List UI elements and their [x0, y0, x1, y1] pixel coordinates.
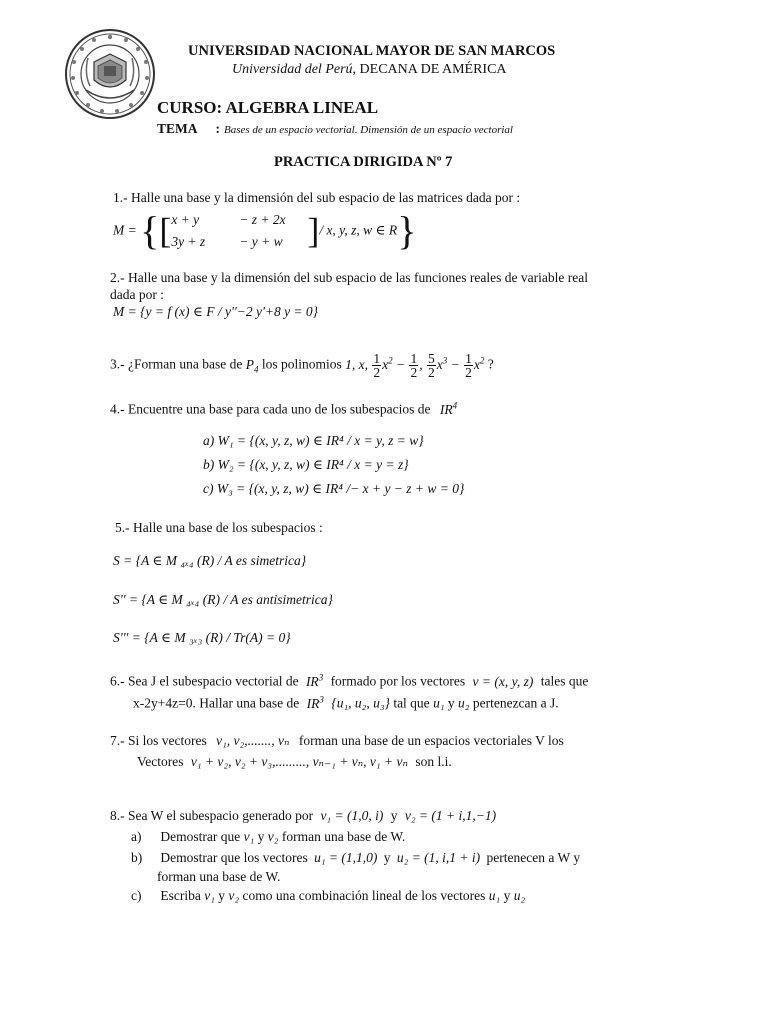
problem-1-text: 1.- Halle una base y la dimensión del sub espacio de las matrices dada por :: [113, 190, 521, 205]
problem-5-s3: S''' = {A ∈ M ₃ₓ₃ (R) / Tr(A) = 0}: [113, 630, 291, 645]
p8-a-v1: v₁: [243, 829, 255, 844]
p1-m22: − y + w: [239, 233, 283, 249]
p3-space-sub: 4: [253, 364, 259, 375]
problem-5-s2: S'' = {A ∈ M ₄ₓ₄ (R) / A es antisimetrica}: [113, 592, 333, 607]
p6-l1c: tales que: [540, 673, 589, 689]
p3-frac-1: $\frac{1}{2}$: [373, 350, 381, 380]
subtitle-rest: , DECANA DE AMÉRICA: [352, 62, 507, 77]
p8-a-rest: forman una base de W.: [281, 829, 406, 844]
problem-4-a: a) W₁ = {(x, y, z, w) ∈ IR⁴ / x = y, z = w}: [203, 433, 424, 448]
p6-l2a: x-2y+4z=0. Hallar una base de: [133, 695, 300, 711]
subtitle-italic: Universidad del Perú: [232, 62, 353, 77]
p8-b-y: y: [383, 850, 391, 865]
p8-c-label: c): [131, 888, 142, 903]
p3-frac-3: $\frac{5}{2}$: [427, 350, 435, 380]
practice-title: PRACTICA DIRIGIDA Nº 7: [274, 154, 453, 170]
p1-m11: x + y: [171, 211, 200, 227]
problem-1-formula: [113, 207, 416, 254]
p8-c-u1: u₁: [488, 888, 501, 903]
problem-8-c: [131, 888, 525, 904]
p8-v1: v₁ = (1,0, i): [320, 808, 384, 823]
p8-b-text: Demostrar que los vectores: [160, 850, 308, 865]
p8-a-label: a): [131, 829, 142, 844]
p8-c-text: Escriba: [160, 888, 201, 903]
p1-right-brace: }: [397, 208, 417, 253]
p4-text: 4.- Encuentre una base para cada uno de los subespacios de: [110, 401, 431, 417]
p4-space-letter: IR: [439, 401, 453, 417]
problem-8-b: [131, 850, 580, 866]
tema-value: Bases de un espacio vectorial. Dimensión de un espacio vectorial: [224, 124, 513, 136]
p1-m21: 3y + z: [171, 233, 206, 249]
p3-x2b: x: [473, 356, 480, 372]
p3-poly-a: 1, x,: [345, 356, 368, 372]
p6-l1b: formado por los vectores: [330, 673, 466, 689]
p8-v2: v₂ = (1 + i,1,−1): [404, 808, 497, 823]
course-title: CURSO: ALGEBRA LINEAL: [157, 98, 379, 117]
p8-c-y2: y: [503, 888, 511, 903]
p3-space-letter: P: [245, 356, 254, 372]
university-seal-logo: [64, 28, 156, 120]
p6-l2set: {u₁, u₂, u₃}: [331, 695, 390, 711]
problem-4-line: [110, 400, 457, 418]
problem-5-text: 5.- Halle una base de los subespacios :: [115, 520, 323, 535]
p8-c-rest: como una combinación lineal de los vectores: [242, 888, 486, 903]
problem-2-text-line1: 2.- Halle una base y la dimensión del sub espacio de las funciones reales de variable real: [110, 270, 588, 285]
p3-space: [245, 356, 259, 375]
problem-6-line2: [133, 694, 559, 712]
problem-8-b-line2: forman una base de W.: [157, 869, 281, 884]
problem-2-text-line2: dada por :: [110, 287, 164, 302]
p7-l2b: son l.i.: [415, 754, 452, 769]
university-name: UNIVERSIDAD NACIONAL MAYOR DE SAN MARCOS: [188, 43, 556, 59]
p8-a-text: Demostrar que: [160, 829, 241, 844]
p6-ir3-b: $IR^3$: [306, 694, 324, 711]
p3-text: 3.- ¿Forman una base de: [110, 356, 243, 372]
p7-l1b: forman una base de un espacios vectoriales V los: [298, 733, 564, 748]
tema-line: [157, 120, 513, 138]
p8-c-v1: v₁: [204, 888, 215, 903]
p3-x2: x: [382, 356, 389, 372]
tema-separator: :: [215, 121, 220, 136]
p1-condition: / x, y, z, w ∈ R: [319, 222, 398, 238]
problem-7-line1: [110, 733, 564, 749]
p7-l1a: 7.- Si los vectores: [110, 733, 207, 748]
problem-4-b: b) W₂ = {(x, y, z, w) ∈ IR⁴ / x = y = z}: [203, 457, 409, 472]
p3-frac-4: $\frac{1}{2}$: [465, 350, 472, 380]
p6-l2b: tal que: [393, 695, 430, 711]
problem-6-line1: [110, 672, 588, 690]
p7-l1v: v₁, v₂,......., vₙ: [216, 733, 290, 748]
p8-b-rest: pertenecen a W y: [486, 850, 581, 865]
p8-c-v2: v₂: [228, 888, 240, 903]
p6-l1v: v = (x, y, z): [472, 673, 534, 689]
p1-right-bracket: ]: [307, 210, 320, 251]
p3-text-b: los polinomios: [261, 356, 342, 372]
p6-u2: u₂: [458, 695, 470, 711]
p6-y: y: [447, 695, 455, 711]
problem-8-a: [131, 829, 405, 845]
p3-frac-2: $\frac{1}{2}$: [410, 350, 418, 380]
problem-7-line2: [137, 754, 452, 770]
problem-3-line: [110, 340, 494, 389]
p6-l2c: pertenezcan a J.: [472, 695, 559, 711]
p8-a-y: y: [257, 829, 265, 844]
p4-space: $IR^4$: [439, 400, 458, 417]
tema-label: TEMA: [157, 121, 198, 136]
p7-l2a: Vectores: [137, 754, 184, 769]
p6-ir3-a: $IR^3$: [305, 672, 324, 689]
p8-a-v2: v₂: [267, 829, 279, 844]
p1-matrix: [171, 209, 307, 253]
p1-left-bracket: [: [159, 210, 172, 251]
p1-left-brace: {: [140, 208, 160, 253]
p3-polynomials: 1, x, $\frac{1}{2}$ $x^2$ − $\frac{1}{2}$ , $\frac{5}{2}$ $x^3$ − $\frac{1}{2}$ $x^2$: [345, 350, 485, 380]
p6-u1: u₁: [433, 695, 445, 711]
p1-lhs: M =: [113, 222, 137, 238]
p8-y: y: [390, 808, 398, 823]
p8-c-u2: u₂: [513, 888, 526, 903]
p8-b-u1: u₁ = (1,1,0): [314, 850, 378, 865]
p8-l1a: 8.- Sea W el subespacio generado por: [110, 808, 314, 823]
p8-c-y: y: [218, 888, 226, 903]
problem-4-c: c) W₃ = {(x, y, z, w) ∈ IR⁴ /− x + y − z + w = 0}: [203, 481, 465, 496]
problem-8-line1: [110, 808, 500, 824]
problem-2-formula: M = {y = f (x) ∈ F / y''−2 y'+8 y = 0}: [113, 304, 319, 319]
university-subtitle: [232, 62, 507, 78]
p6-l1a: 6.- Sea J el subespacio vectorial de: [110, 673, 299, 689]
problem-5-s1: S = {A ∈ M ₄ₓ₄ (R) / A es simetrica}: [113, 553, 307, 568]
p3-x3: x: [436, 356, 443, 372]
p1-m12: − z + 2x: [239, 211, 286, 227]
p8-b-label: b): [131, 850, 143, 865]
p3-end: ?: [487, 356, 494, 372]
p8-b-u2: u₂ = (1, i,1 + i): [396, 850, 481, 865]
p7-l2v: v₁ + v₂, v₂ + v₃,........., vₙ₋₁ + vₙ, v₁ + vₙ: [190, 754, 408, 769]
